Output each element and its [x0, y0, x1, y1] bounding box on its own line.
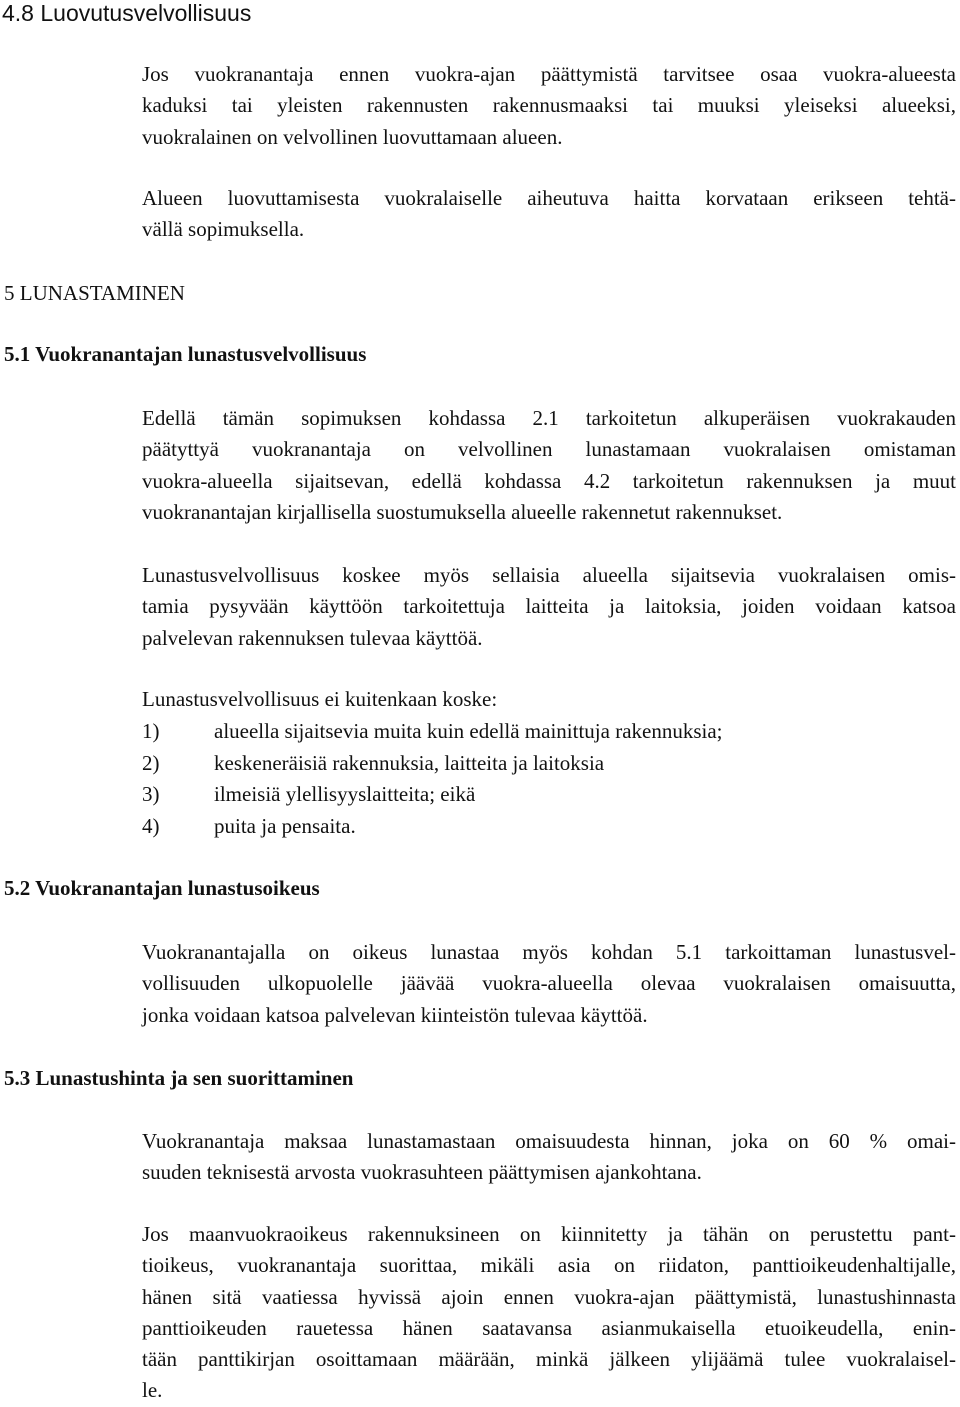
text-line: tamia pysyvään käyttöön tarkoitettuja laitteita ja laitoksia, joiden voidaan katsoa	[142, 594, 956, 619]
text-line: jonka voidaan katsoa palvelevan kiinteistön tulevaa käyttöä.	[142, 1002, 648, 1027]
list-text: keskeneräisiä rakennuksia, laitteita ja laitoksia	[214, 750, 605, 775]
list-text: ilmeisiä ylellisyyslaitteita; eikä	[214, 782, 476, 806]
text-line: le.	[142, 1378, 163, 1403]
text-line: Lunastusvelvollisuus koskee myös sellaisia alueella sijaitsevia vuokralaisen omis-	[142, 563, 956, 587]
list-number: 2)	[142, 750, 160, 775]
text-line: vollisuuden ulkopuolelle jäävää vuokra-alueella olevaa vuokralaisen omaisuutta,	[142, 971, 956, 996]
text-line: Jos vuokranantaja ennen vuokra-ajan päättymistä tarvitsee osaa vuokra-alueesta	[142, 62, 956, 86]
text-line: tioikeus, vuokranantaja suorittaa, mikäli asia on riidaton, panttioikeudenhaltijalle,	[142, 1253, 956, 1278]
paragraph-5-1-1	[142, 403, 956, 528]
text-line: vällä sopimuksella.	[142, 217, 305, 242]
heading-4-8: 4.8 Luovutusvelvollisuus	[2, 0, 252, 26]
list-item	[142, 779, 956, 811]
text-line: vuokra-alueella sijaitsevan, edellä kohdassa 4.2 tarkoitetun rakennuksen ja muut	[142, 468, 956, 493]
text-line: vuokranantajan kirjallisella suostumuksella alueelle rakennetut rakennukset.	[142, 499, 783, 524]
text-line: panttioikeuden rauetessa hänen saatavansa asianmukaisella etuoikeudella, enin-	[142, 1315, 956, 1340]
list-item	[142, 811, 956, 843]
paragraph-5-2-1	[142, 937, 956, 1031]
list-item	[142, 748, 956, 780]
text-line: hänen sitä vaatiessa hyvissä ajoin ennen vuokra-ajan päättymistä, lunastushinnasta	[142, 1284, 956, 1309]
list-intro	[142, 684, 956, 715]
list-item	[142, 716, 956, 748]
text-line: Alueen luovuttamisesta vuokralaiselle aiheutuva haitta korvataan erikseen tehtä-	[142, 186, 956, 210]
text-line: tään panttikirjan osoittamaan määrään, minkä jälkeen ylijäämä tulee vuokralaisel-	[142, 1347, 956, 1372]
paragraph-5-1-2	[142, 560, 956, 654]
list-text: alueella sijaitsevia muita kuin edellä mainittuja rakennuksia;	[214, 719, 723, 743]
text-line: päätyttyä vuokranantaja on velvollinen lunastamaan vuokralaisen omistaman	[142, 437, 956, 462]
exclusion-list	[142, 716, 956, 842]
text-line: palvelevan rakennuksen tulevaa käyttöä.	[142, 625, 483, 650]
text-line: kaduksi tai yleisten rakennusten rakennusmaaksi tai muuksi yleiseksi alueeksi,	[142, 93, 956, 118]
paragraph-5-3-2	[142, 1219, 956, 1407]
text-line: suuden teknisestä arvosta vuokrasuhteen päättymisen ajankohtana.	[142, 1160, 702, 1185]
text-line: Lunastusvelvollisuus ei kuitenkaan koske:	[142, 687, 498, 711]
paragraph-5-3-1	[142, 1126, 956, 1189]
paragraph-4-8-1	[142, 59, 956, 153]
text-line: Edellä tämän sopimuksen kohdassa 2.1 tarkoitetun alkuperäisen vuokrakauden	[142, 406, 956, 430]
heading-5: 5 LUNASTAMINEN	[4, 281, 185, 305]
text-line: vuokralainen on velvollinen luovuttamaan alueen.	[142, 124, 563, 149]
heading-5-3: 5.3 Lunastushinta ja sen suorittaminen	[4, 1066, 354, 1090]
heading-5-1: 5.1 Vuokranantajan lunastusvelvollisuus	[4, 342, 367, 366]
text-line: Vuokranantajalla on oikeus lunastaa myös kohdan 5.1 tarkoittaman lunastusvel-	[142, 940, 956, 964]
list-number: 1)	[142, 719, 160, 743]
text-line: Jos maanvuokraoikeus rakennuksineen on kiinnitetty ja tähän on perustettu pant-	[142, 1222, 956, 1246]
heading-5-2: 5.2 Vuokranantajan lunastusoikeus	[4, 876, 320, 900]
list-text: puita ja pensaita.	[214, 813, 356, 838]
text-line: Vuokranantaja maksaa lunastamastaan omaisuudesta hinnan, joka on 60 % omai-	[142, 1129, 956, 1153]
paragraph-4-8-2	[142, 183, 956, 246]
list-number: 3)	[142, 782, 160, 806]
list-number: 4)	[142, 813, 160, 838]
